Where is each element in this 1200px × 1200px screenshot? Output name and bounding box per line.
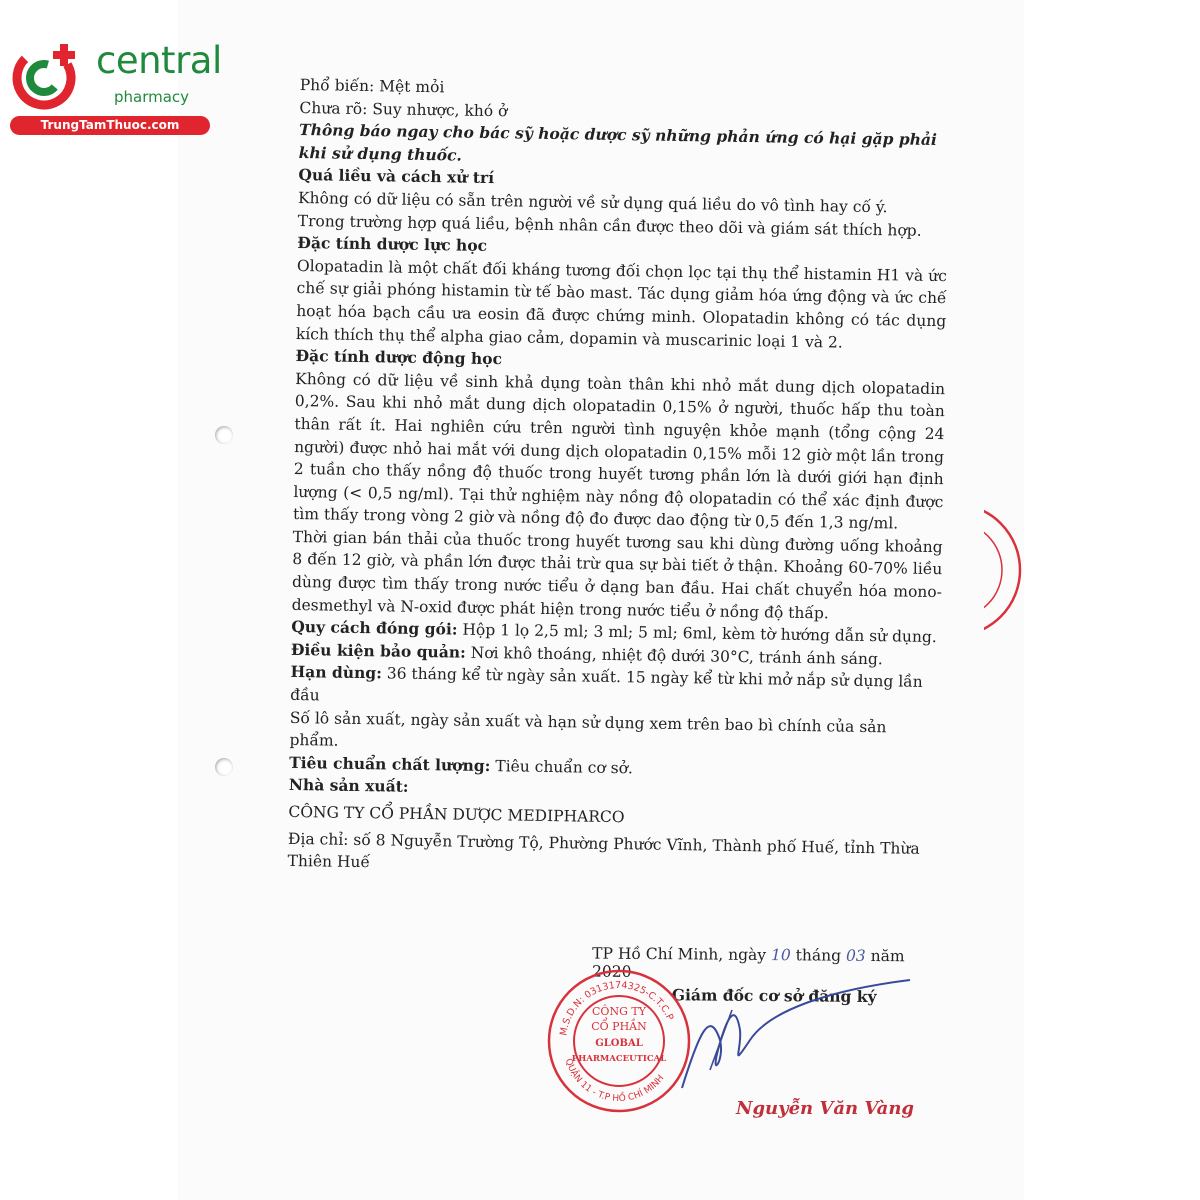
company-stamp xyxy=(546,968,692,1114)
manufacturer-address: Địa chỉ: số 8 Nguyễn Trường Tộ, Phường Phước Vĩnh, Thành phố Huế, tỉnh Thừa Thiên Huế xyxy=(287,829,920,872)
document-body xyxy=(287,74,949,883)
stamp-line: CỔ PHẦN xyxy=(591,1020,647,1033)
partial-stamp-edge xyxy=(984,500,1024,640)
manufacturer-name: CÔNG TY CỔ PHẦN DƯỢC MEDIPHARCO xyxy=(288,802,625,827)
body-line: Phổ biến: Mệt mỏi xyxy=(299,75,445,97)
stamp-ring-bottom: QUẬN 11 - T.P HỒ CHÍ MINH xyxy=(562,1057,667,1105)
field-label: Hạn dùng: xyxy=(290,662,383,683)
handwritten-signature xyxy=(680,970,920,1100)
section-heading: Đặc tính dược động học xyxy=(295,346,503,369)
body-paragraph: Không có dữ liệu về sinh khả dụng toàn thân khi nhỏ mắt dung dịch olopatadin 0,2%. Sau khi nhỏ mắt dung dịch olopatadin 0,15% ở người, thuốc hấp thu toàn thân rất ít. Hai nghiên cứu trên người tình nguyện khỏe mạnh (tổng cộng 24 người) được nhỏ hai mắt với dung dịch olopatadin 0,15% mỗi 12 giờ một lần trong 2 tuần cho thấy nồng độ thuốc trong huyết tương phần lớn là dưới giới hạn định lượng (< 0,5 ng/ml). Tại thử nghiệm này nồng độ olopatadin có thể xác định được tìm thấy trong vòng 2 giờ và nồng độ đo được dao động từ 0,5 đến 1,3 ng/ml. xyxy=(292,369,946,533)
lot-note: Số lô sản xuất, ngày sản xuất và hạn sử dụng xem trên bao bì chính của sản phẩm. xyxy=(289,708,887,750)
punch-hole xyxy=(215,426,233,444)
stamp-ring-top: M.S.D.N: 0313174325-C.T.C.P xyxy=(558,979,676,1037)
month-label: tháng xyxy=(795,946,842,965)
signer-name: Nguyễn Văn Vàng xyxy=(736,1098,915,1119)
pharmacy-cross-icon xyxy=(10,40,82,112)
signer-title: Giám đốc cơ sở đăng ký xyxy=(671,985,877,1007)
body-line: Không có dữ liệu có sẵn trên người về sử dụng quá liều do vô tình hay cố ý. xyxy=(297,188,888,217)
field-value: 36 tháng kể từ ngày sản xuất. 15 ngày kể từ khi mở nắp sử dụng lần đầu xyxy=(290,664,923,705)
logo-url-banner: TrungTamThuoc.com xyxy=(10,116,210,135)
field-value: Nơi khô thoáng, nhiệt độ dưới 30°C, tránh ánh sáng. xyxy=(465,643,883,669)
field-value: Tiêu chuẩn cơ sở. xyxy=(490,756,634,778)
section-heading: Quá liều và cách xử trí xyxy=(298,165,495,188)
body-line: Chưa rõ: Suy nhược, khó ở xyxy=(299,98,508,120)
field-label: Quy cách đóng gói: xyxy=(291,617,458,639)
handwritten-day: 10 xyxy=(770,946,791,965)
year-text: năm 2020 xyxy=(591,946,905,981)
field-label: Điều kiện bảo quản: xyxy=(290,639,466,662)
body-line: Trong trường hợp quá liều, bệnh nhân cần được theo dõi và giám sát thích hợp. xyxy=(297,211,922,240)
punch-hole xyxy=(215,758,233,776)
logo-subtitle: pharmacy xyxy=(114,88,190,106)
manufacturer-label: Nhà sản xuất: xyxy=(288,775,409,797)
stamp-line: GLOBAL xyxy=(595,1038,643,1049)
field-label: Tiêu chuẩn chất lượng: xyxy=(289,752,491,775)
logo-wordmark: central xyxy=(96,39,222,82)
stamp-line: PHARMACEUTICAL xyxy=(571,1054,667,1064)
body-paragraph: Thời gian bán thải của thuốc trong huyết tương sau khi dùng đường uống khoảng 8 đến 12 giờ, và phần lớn được thải trừ qua sự bài tiết ở thận. Khoảng 60-70% liều dùng được tìm thấy trong nước tiểu ở dạng ban đầu. Hai chất chuyển hóa mono-desmethyl và N-oxid được phát hiện trong nước tiểu ở nồng độ thấp. xyxy=(291,527,943,623)
date-prefix: TP Hồ Chí Minh, ngày xyxy=(592,944,767,965)
body-paragraph: Olopatadin là một chất đối kháng tương đối chọn lọc tại thụ thể histamin H1 và ức chế sự giải phóng histamin từ tế bào mast. Tác dụng giảm hóa ứng động và ức chế hoạt hóa bạch cầu ưa eosin đã được chứng minh. Olopatadin không có tác dụng kích thích thụ thể alpha giao cảm, dopamin và muscarinic loại 1 và 2. xyxy=(295,256,948,352)
central-pharmacy-logo xyxy=(10,36,220,136)
field-value: Hộp 1 lọ 2,5 ml; 3 ml; 5 ml; 6ml, kèm tờ hướng dẫn sử dụng. xyxy=(457,620,937,647)
handwritten-month: 03 xyxy=(845,946,866,965)
section-heading: Đặc tính dược lực học xyxy=(297,233,488,256)
stamp-line: CÔNG TY xyxy=(592,1005,646,1018)
warning-note: Thông báo ngay cho bác sỹ hoặc dược sỹ những phản ứng có hại gặp phải khi sử dụng thuốc. xyxy=(298,120,938,165)
